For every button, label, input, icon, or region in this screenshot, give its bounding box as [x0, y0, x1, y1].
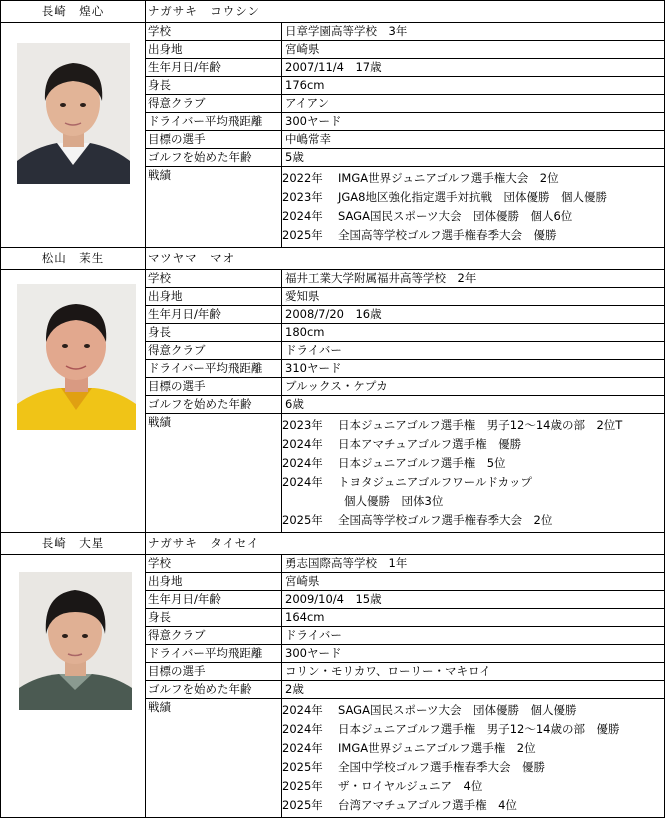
- label-birth-age: 生年月日/年齢: [146, 591, 282, 608]
- label-birthplace: 出身地: [146, 573, 282, 590]
- record-item: [282, 188, 664, 207]
- label-birth-age: 生年月日/年齢: [146, 306, 282, 323]
- player-2-drive: 310ヤード: [285, 361, 342, 375]
- player-1-name-kana: ナガサキ コウシン: [148, 4, 260, 18]
- record-text: 日本アマチュアゴルフ選手権 優勝: [338, 437, 522, 451]
- player-2-records: [282, 414, 664, 532]
- record-text: 全国中学校ゴルフ選手権春季大会 優勝: [338, 760, 545, 774]
- player-3-photo: [19, 572, 132, 710]
- record-item: [282, 720, 664, 739]
- label-school: 学校: [146, 555, 282, 572]
- record-item: [282, 226, 664, 245]
- record-text: トヨタジュニアゴルフワールドカップ: [338, 475, 533, 489]
- record-text: ザ・ロイヤルジュニア 4位: [338, 779, 483, 793]
- player-2-goal-player: ブルックス・ケプカ: [285, 379, 388, 393]
- label-height: 身長: [146, 324, 282, 341]
- label-goal-player: 目標の選手: [146, 663, 282, 680]
- player-1-club: アイアン: [285, 96, 330, 110]
- label-start-age: ゴルフを始めた年齢: [146, 396, 282, 413]
- label-birthplace: 出身地: [146, 41, 282, 58]
- label-drive: ドライバー平均飛距離: [146, 360, 282, 377]
- label-drive: ドライバー平均飛距離: [146, 113, 282, 130]
- record-year: 2024年: [282, 209, 323, 223]
- record-year: 2022年: [282, 171, 323, 185]
- record-year: 2024年: [282, 741, 323, 755]
- record-year: 2023年: [282, 190, 323, 204]
- label-start-age: ゴルフを始めた年齢: [146, 681, 282, 698]
- label-goal-player: 目標の選手: [146, 378, 282, 395]
- record-text: 日本ジュニアゴルフ選手権 男子12～14歳の部 2位T: [338, 418, 623, 432]
- label-record: 戦績: [146, 414, 282, 532]
- record-item: [282, 739, 664, 758]
- record-item: [282, 454, 664, 473]
- label-start-age: ゴルフを始めた年齢: [146, 149, 282, 166]
- player-3-photo-cell: [1, 555, 146, 817]
- player-3-info-table: [146, 555, 664, 817]
- record-item: [282, 473, 664, 511]
- player-1-info-table: [146, 23, 664, 247]
- player-3-height: 164cm: [285, 610, 325, 624]
- label-record: 戦績: [146, 167, 282, 247]
- record-text: IMGA世界ジュニアゴルフ選手権 2位: [338, 741, 536, 755]
- player-2-photo: [17, 284, 136, 430]
- record-text: 全国高等学校ゴルフ選手権春季大会 2位: [338, 513, 553, 527]
- label-school: 学校: [146, 270, 282, 287]
- player-3-name-kanji: 長崎 大星: [1, 533, 146, 554]
- record-text: SAGA国民スポーツ大会 団体優勝 個人6位: [338, 209, 573, 223]
- record-item: [282, 435, 664, 454]
- player-3-profile: [1, 555, 664, 818]
- player-2-name-kanji: 松山 茉生: [1, 248, 146, 269]
- label-club: 得意クラブ: [146, 342, 282, 359]
- label-club: 得意クラブ: [146, 627, 282, 644]
- player-1-records: [282, 167, 664, 247]
- record-text: IMGA世界ジュニアゴルフ選手権大会 2位: [338, 171, 559, 185]
- player-1-birthplace: 宮崎県: [285, 42, 320, 56]
- label-drive: ドライバー平均飛距離: [146, 645, 282, 662]
- player-3-school: 勇志国際高等学校 1年: [285, 556, 408, 570]
- player-2-start-age: 6歳: [285, 397, 304, 411]
- player-1-birth-age: 2007/11/4 17歳: [285, 60, 382, 74]
- record-item: [282, 701, 664, 720]
- record-text: SAGA国民スポーツ大会 団体優勝 個人優勝: [338, 703, 577, 717]
- player-1-goal-player: 中嶋常幸: [285, 132, 331, 146]
- label-club: 得意クラブ: [146, 95, 282, 112]
- label-goal-player: 目標の選手: [146, 131, 282, 148]
- record-item: [282, 169, 664, 188]
- record-item: [282, 416, 664, 435]
- record-text: 日本ジュニアゴルフ選手権 5位: [338, 456, 506, 470]
- player-1-height: 176cm: [285, 78, 325, 92]
- player-3-records: [282, 699, 664, 817]
- player-3-goal-player: コリン・モリカワ、ローリー・マキロイ: [285, 664, 491, 678]
- player-2-name-bar: [1, 248, 664, 270]
- player-1-school: 日章学園高等学校 3年: [285, 24, 408, 38]
- label-record: 戦績: [146, 699, 282, 817]
- record-year: 2025年: [282, 779, 323, 793]
- record-item: [282, 758, 664, 777]
- record-year: 2025年: [282, 513, 323, 527]
- record-year: 2024年: [282, 456, 323, 470]
- label-school: 学校: [146, 23, 282, 40]
- record-year: 2024年: [282, 703, 323, 717]
- player-2-name-kana: マツヤマ マオ: [148, 251, 236, 265]
- player-3-name-kana: ナガサキ タイセイ: [148, 536, 260, 550]
- record-year: 2025年: [282, 798, 323, 812]
- record-text: 日本ジュニアゴルフ選手権 男子12～14歳の部 優勝: [338, 722, 620, 736]
- record-text: 全国高等学校ゴルフ選手権春季大会 優勝: [338, 228, 557, 242]
- record-item: [282, 511, 664, 530]
- record-text: JGA8地区強化指定選手対抗戦 団体優勝 個人優勝: [338, 190, 607, 204]
- player-3-start-age: 2歳: [285, 682, 304, 696]
- player-2-photo-cell: [1, 270, 146, 532]
- player-1-profile: [1, 23, 664, 248]
- player-2-profile: [1, 270, 664, 533]
- player-2-birthplace: 愛知県: [285, 289, 320, 303]
- player-1-photo-cell: [1, 23, 146, 247]
- record-item: [282, 777, 664, 796]
- record-year: 2024年: [282, 475, 323, 489]
- player-3-birth-age: 2009/10/4 15歳: [285, 592, 382, 606]
- player-1-name-bar: [1, 1, 664, 23]
- player-2-height: 180cm: [285, 325, 325, 339]
- player-2-birth-age: 2008/7/20 16歳: [285, 307, 382, 321]
- record-item: [282, 207, 664, 226]
- player-1-start-age: 5歳: [285, 150, 304, 164]
- player-1-drive: 300ヤード: [285, 114, 342, 128]
- label-birthplace: 出身地: [146, 288, 282, 305]
- player-3-name-bar: [1, 533, 664, 555]
- player-3-birthplace: 宮崎県: [285, 574, 320, 588]
- record-text-continued: 個人優勝 団体3位: [344, 494, 444, 508]
- player-3-club: ドライバー: [285, 628, 342, 642]
- record-year: 2024年: [282, 722, 323, 736]
- label-birth-age: 生年月日/年齢: [146, 59, 282, 76]
- player-1-name-kanji: 長崎 煌心: [1, 1, 146, 22]
- record-text: 台湾アマチュアゴルフ選手権 4位: [338, 798, 517, 812]
- record-year: 2023年: [282, 418, 323, 432]
- label-height: 身長: [146, 609, 282, 626]
- player-2-club: ドライバー: [285, 343, 342, 357]
- player-2-info-table: [146, 270, 664, 532]
- player-3-drive: 300ヤード: [285, 646, 342, 660]
- record-year: 2024年: [282, 437, 323, 451]
- player-2-school: 福井工業大学附属福井高等学校 2年: [285, 271, 477, 285]
- player-1-photo: [17, 43, 130, 184]
- record-item: [282, 796, 664, 815]
- record-year: 2025年: [282, 760, 323, 774]
- record-year: 2025年: [282, 228, 323, 242]
- label-height: 身長: [146, 77, 282, 94]
